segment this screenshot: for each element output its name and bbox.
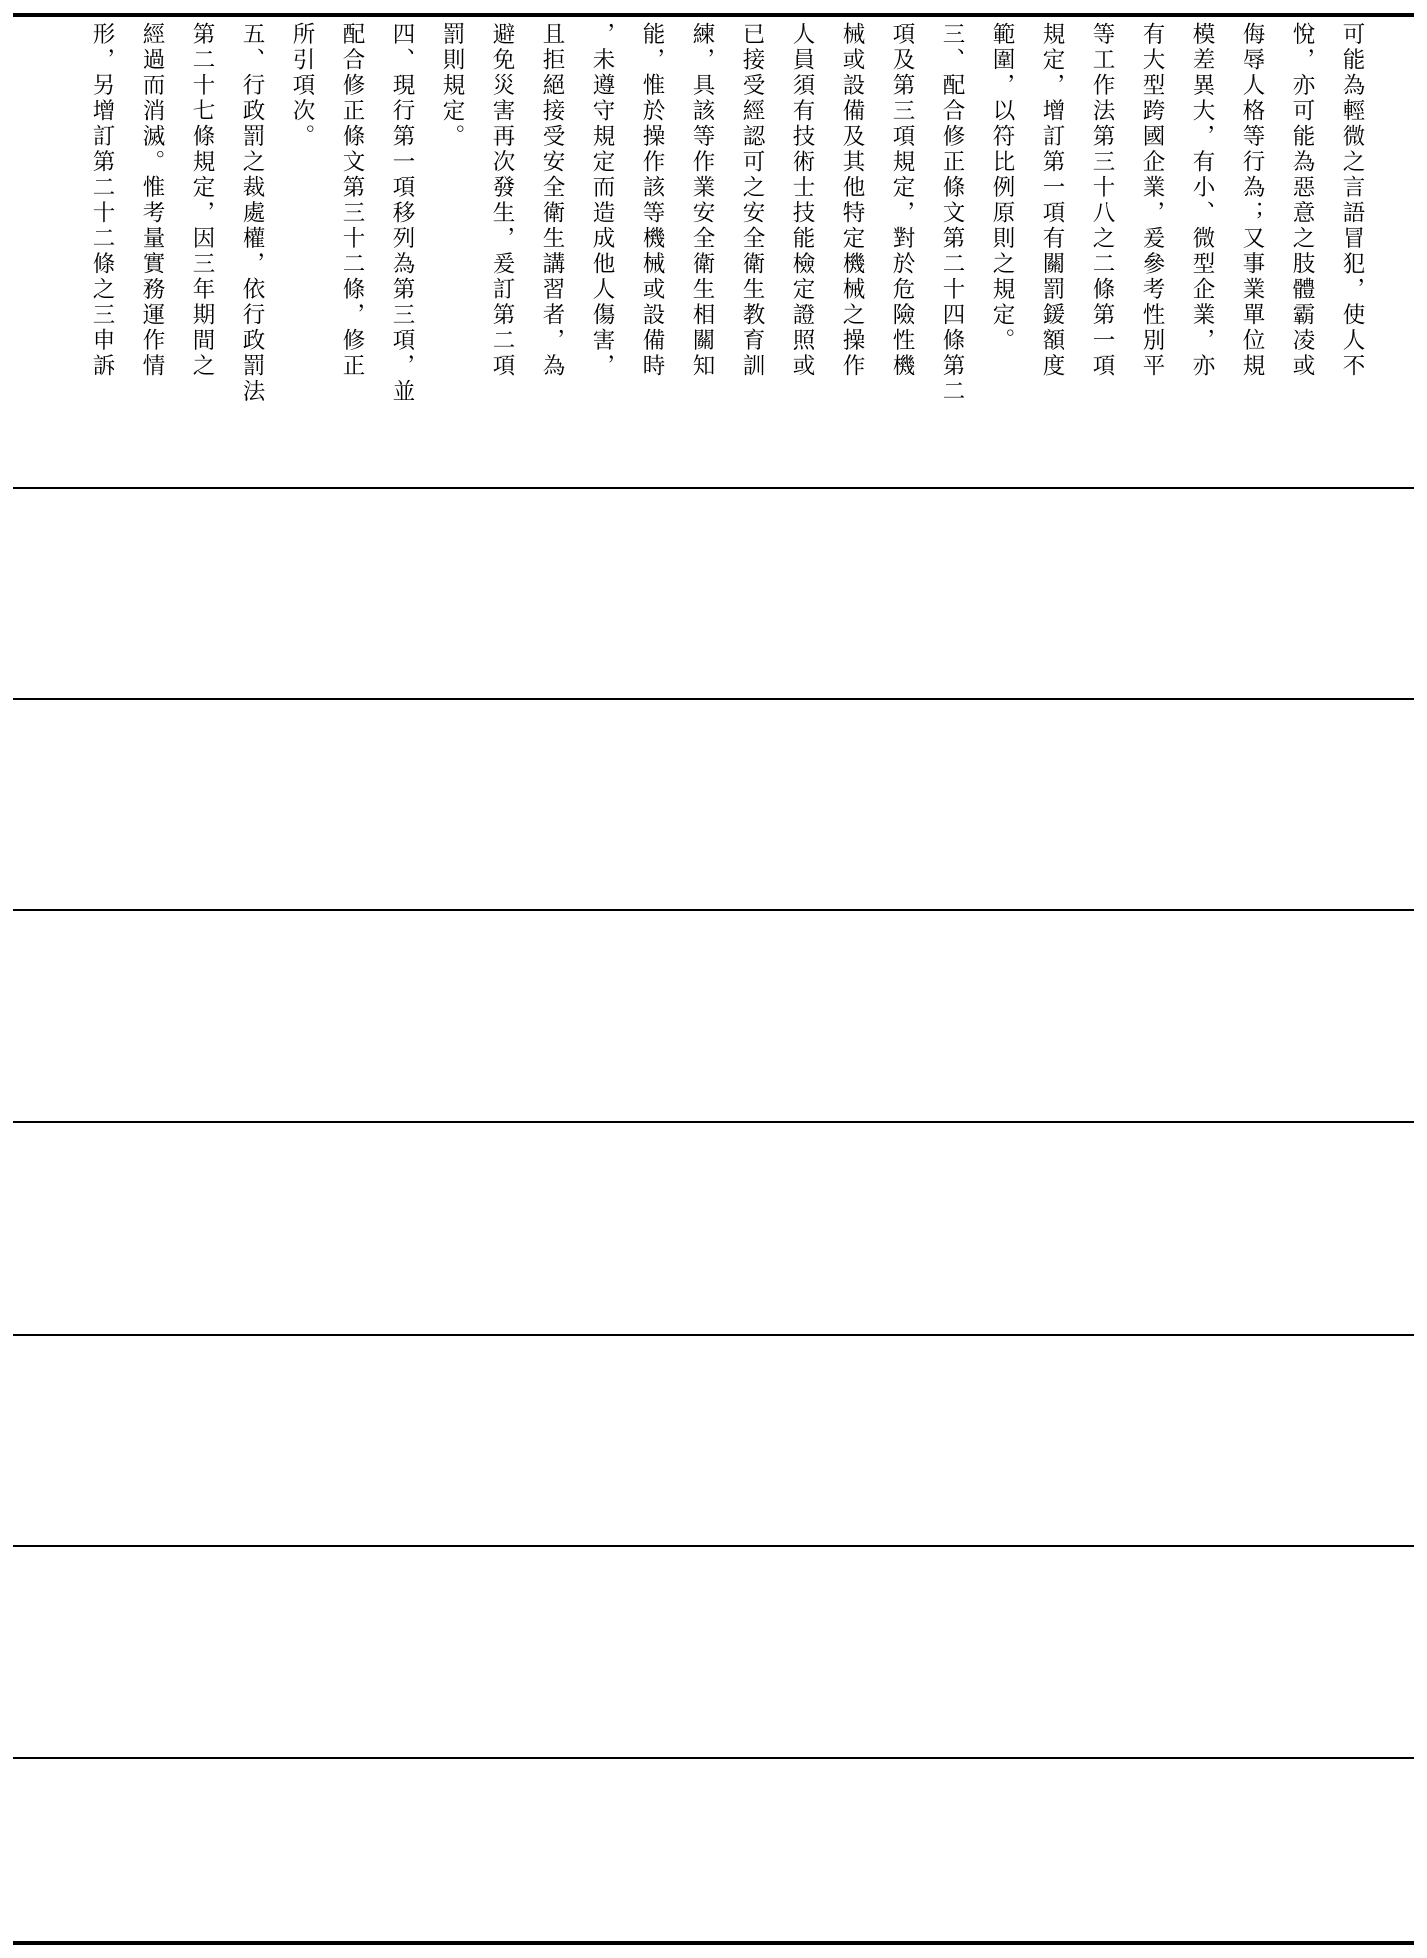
- text-line: 五、行政罰之裁處權，依行政罰法: [239, 22, 265, 405]
- text-line: 第二十七條規定，因三年期間之: [189, 22, 215, 379]
- text-line: 能，惟於操作該等機械或設備時: [639, 22, 665, 379]
- text-line: 且拒絕接受安全衛生講習者，為: [539, 22, 565, 379]
- text-line: 形，另增訂第二十二條之三申訴: [89, 22, 115, 379]
- text-line: 三、配合修正條文第二十四條第二: [939, 22, 965, 405]
- text-line: 罰則規定。: [439, 22, 465, 150]
- text-line: 項及第三項規定，對於危險性機: [889, 22, 915, 379]
- text-line: 模差異大，有小、微型企業，亦: [1189, 22, 1215, 379]
- text-line: 已接受經認可之安全衛生教育訓: [739, 22, 765, 379]
- text-line: 人員須有技術士技能檢定證照或: [789, 22, 815, 379]
- text-line: 有大型跨國企業，爰參考性別平: [1139, 22, 1165, 379]
- text-line: 經過而消滅。惟考量實務運作情: [139, 22, 165, 379]
- text-line: 範圍，以符比例原則之規定。: [989, 22, 1015, 354]
- bottom-border-rule: [13, 1941, 1414, 1945]
- text-line: 規定，增訂第一項有關罰鍰額度: [1039, 22, 1065, 379]
- row-divider: [13, 1334, 1414, 1336]
- top-border-rule: [13, 13, 1414, 17]
- text-line: 侮辱人格等行為；又事業單位規: [1239, 22, 1265, 379]
- text-line: 可能為輕微之言語冒犯，使人不: [1339, 22, 1365, 379]
- text-line: 避免災害再次發生，爰訂第二項: [489, 22, 515, 379]
- text-line: ，未遵守規定而造成他人傷害，: [589, 22, 615, 379]
- text-line: 配合修正條文第三十二條，修正: [339, 22, 365, 379]
- row-divider: [13, 909, 1414, 911]
- row-divider: [13, 1545, 1414, 1547]
- row-divider: [13, 698, 1414, 700]
- text-line: 悅，亦可能為惡意之肢體霸凌或: [1289, 22, 1315, 379]
- text-line: 所引項次。: [289, 22, 315, 150]
- row-divider: [13, 1757, 1414, 1759]
- row-divider: [13, 487, 1414, 489]
- row-divider: [13, 1121, 1414, 1123]
- text-line: 四、現行第一項移列為第三項，並: [389, 22, 415, 405]
- text-line: 等工作法第三十八之二條第一項: [1089, 22, 1115, 379]
- vertical-text-block: [77, 22, 1377, 477]
- text-line: 械或設備及其他特定機械之操作: [839, 22, 865, 379]
- text-line: 練，具該等作業安全衛生相關知: [689, 22, 715, 379]
